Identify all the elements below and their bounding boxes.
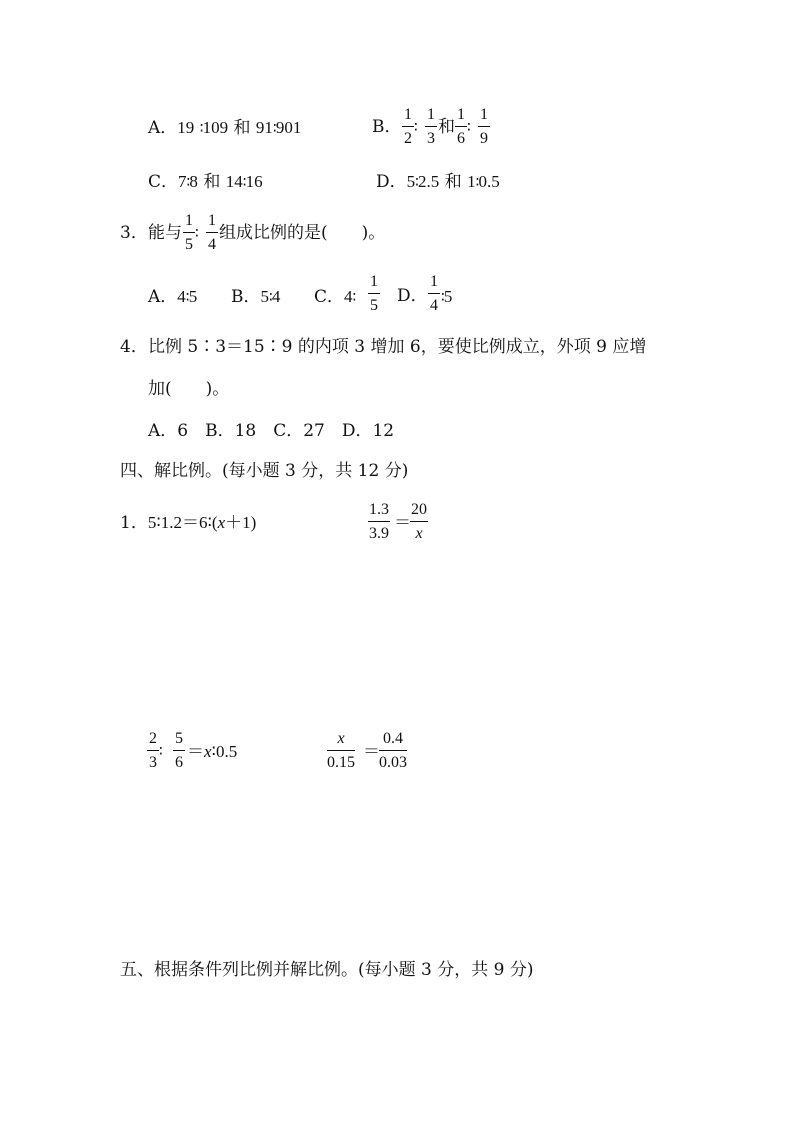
- ratio-sign: ∶: [186, 173, 190, 191]
- option-value: 2.5: [418, 172, 440, 191]
- q3-fraction-2: [206, 213, 218, 253]
- fraction-numerator: 1: [206, 213, 218, 233]
- conjunction: 和: [444, 172, 462, 192]
- question-text: 组成比例的是( )。: [219, 223, 386, 243]
- option-value: 5: [406, 172, 416, 191]
- option-value: 109: [202, 118, 229, 137]
- fraction-denominator: x: [415, 525, 423, 542]
- q3-option-a: [148, 288, 197, 306]
- section-title: 四、解比例。(每小题 3 分，共 12 分): [120, 461, 409, 481]
- option-value: 7: [178, 172, 187, 191]
- ratio-sign: ∶: [272, 119, 276, 137]
- fraction-denominator: 5: [370, 297, 378, 314]
- q2-option-a: [148, 119, 301, 137]
- ratio-sign: ∶: [475, 173, 479, 191]
- q2-b-fraction-1: [402, 107, 414, 147]
- fraction-denominator: 6: [175, 754, 183, 771]
- option-letter: D．: [376, 172, 407, 192]
- fraction-numerator: x: [327, 731, 355, 751]
- question-text: 能与: [148, 223, 182, 243]
- fraction-numerator: 1: [183, 213, 195, 233]
- ratio-sign: ∶: [195, 224, 198, 242]
- equals-sign: ＝: [394, 513, 411, 532]
- q3-d-fraction: [428, 274, 440, 314]
- ratio-sign: ∶: [414, 118, 417, 136]
- option-value: 5: [260, 287, 269, 306]
- q2-b-fraction-2: [425, 107, 437, 147]
- problem-number: 1．: [120, 513, 148, 533]
- equation-lhs: 5∶1.2＝6∶(: [147, 513, 218, 532]
- option-value: 19: [177, 118, 195, 137]
- ratio-sign: ∶: [159, 742, 162, 760]
- question-text: 比例 5∶3＝15∶9 的内项 3 增加 6，要使比例成立，外项 9 应增: [148, 337, 647, 357]
- variable-x: x: [204, 742, 212, 761]
- s4-p4-fraction-2: [379, 731, 407, 771]
- equals-sign: ＝: [187, 742, 204, 761]
- equation-rhs: ＋1): [225, 513, 257, 532]
- fraction-numerator: 1.3: [368, 502, 390, 522]
- q3-option-b: [231, 288, 280, 306]
- fraction-denominator: 2: [404, 130, 412, 147]
- fraction-denominator: 3: [149, 754, 157, 771]
- fraction-numerator: 1: [402, 107, 414, 127]
- fraction-numerator: 5: [173, 731, 185, 751]
- s4-p4-fraction-1: [327, 731, 355, 771]
- ratio-sign: ∶: [185, 288, 189, 306]
- fraction-numerator: 0.4: [379, 731, 407, 751]
- conjunction: 和: [203, 172, 221, 192]
- s4-p2-fraction-2: [410, 502, 428, 542]
- option-value: 16: [245, 172, 263, 191]
- s4-p2-fraction-1: [368, 502, 390, 542]
- option-value: 1: [467, 172, 476, 191]
- option-letter: A．: [148, 118, 178, 138]
- q3-option-d-rest: [441, 288, 452, 306]
- conjunction: 和: [233, 118, 251, 138]
- fraction-numerator: 20: [410, 502, 428, 522]
- fraction-numerator: 1: [368, 274, 380, 294]
- question-text-continued: 加( )。: [148, 379, 230, 399]
- fraction-numerator: 1: [425, 107, 437, 127]
- fraction-numerator: 1: [478, 107, 490, 127]
- ratio-sign: ∶: [199, 119, 203, 137]
- fraction-numerator: 1: [428, 274, 440, 294]
- option-value: 0.5: [478, 172, 500, 191]
- option-value: 14: [225, 172, 243, 191]
- option-value: 5: [443, 287, 453, 306]
- q4-options: A．6 B．18 C．27 D．12: [148, 421, 395, 441]
- question-number: 3．: [120, 223, 148, 243]
- fraction-denominator: 5: [185, 236, 193, 253]
- q3-c-fraction: [368, 274, 380, 314]
- ratio-sign: ∶: [242, 173, 246, 191]
- option-value: 4: [271, 287, 281, 306]
- q2-option-d: [376, 173, 500, 191]
- fraction-denominator: 3.9: [369, 525, 389, 542]
- option-value: 901: [275, 118, 302, 137]
- q2-option-c: [148, 173, 263, 191]
- equation-rest: ∶0.5: [211, 742, 238, 761]
- fraction-denominator: 9: [480, 130, 488, 147]
- option-value: 8: [189, 172, 198, 191]
- option-letter: C．: [314, 287, 345, 307]
- fraction-denominator: 0.15: [327, 754, 355, 771]
- fraction-numerator: 2: [147, 731, 159, 751]
- fraction-denominator: 3: [427, 130, 435, 147]
- option-letter: B．: [231, 287, 261, 307]
- ratio-sign: ∶: [441, 288, 444, 306]
- q2-b-fraction-4: [478, 107, 490, 147]
- q3-option-d-letter: D．: [397, 286, 428, 306]
- q3-fraction-1: [183, 213, 195, 253]
- ratio-sign: ∶: [269, 288, 272, 306]
- q2-b-fraction-3: [455, 107, 467, 147]
- option-value: 5: [188, 287, 198, 306]
- ratio-sign: ∶: [352, 288, 356, 306]
- s4-p3-fraction-2: [173, 731, 185, 771]
- variable-x: x: [217, 513, 226, 532]
- option-value: 4: [177, 287, 186, 306]
- fraction-denominator: 4: [430, 297, 438, 314]
- ratio-sign: ∶: [415, 173, 419, 191]
- option-value: 4: [344, 287, 353, 306]
- q2-option-b-letter: B．: [372, 117, 402, 137]
- option-value: 91: [255, 118, 273, 137]
- s4-p3-rest: [187, 743, 237, 760]
- option-letter: C．: [148, 172, 179, 192]
- equals-sign: ＝: [363, 742, 380, 761]
- option-letter: A．: [148, 287, 178, 307]
- s4-p3-fraction-1: [147, 731, 159, 771]
- conjunction: 和: [438, 117, 455, 137]
- ratio-sign: ∶: [467, 118, 470, 136]
- s4-problem-1: [120, 514, 256, 532]
- fraction-denominator: 6: [457, 130, 465, 147]
- question-number: 4．: [120, 337, 148, 357]
- section-5-title: 五、根据条件列比例并解比例。(每小题 3 分，共 9 分): [120, 960, 534, 980]
- fraction-denominator: 4: [208, 236, 216, 253]
- fraction-denominator: 0.03: [379, 754, 407, 771]
- fraction-numerator: 1: [455, 107, 467, 127]
- q3-option-c: [314, 288, 355, 306]
